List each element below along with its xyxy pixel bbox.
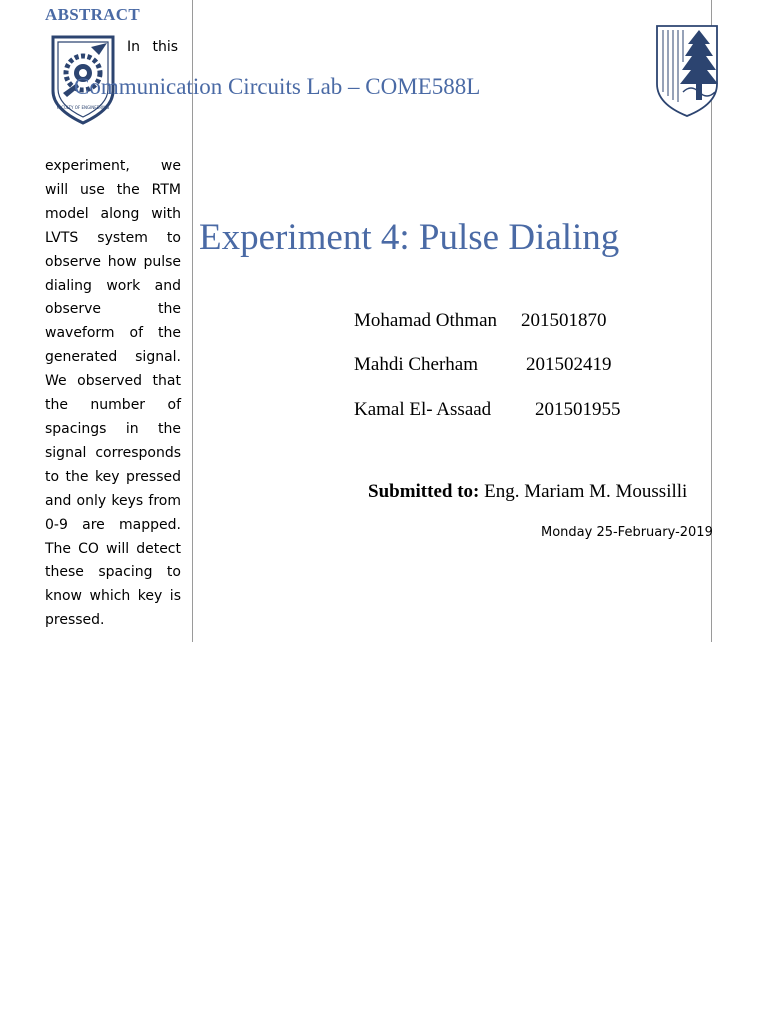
university-logo-icon [655, 22, 719, 118]
author-row [354, 354, 612, 376]
abstract-body: experiment, we will use the RTM model along with LVTS system to observe how pulse dialing work and observe the waveform of the generated signal. We observed that the number of spacings in the signal corresponds to the key pressed and only keys from 0-9 are mapped. The CO will detect these spacing to know which key is pressed. [45, 158, 181, 629]
submission-date: Monday 25-February-2019 [541, 525, 713, 540]
author-name: Mohamad Othman [354, 310, 498, 331]
abstract-first-line: In this [127, 39, 178, 55]
submitted-name: Eng. Mariam M. Moussilli [484, 481, 688, 502]
lab-title: Communication Circuits Lab – COME588L [74, 74, 481, 99]
logo-ring-text: FACULTY OF ENGINEERING [56, 105, 110, 110]
author-name: Mahdi Cherham [354, 354, 479, 375]
author-name: Kamal El- Assaad [354, 399, 492, 420]
experiment-title: Experiment 4: Pulse Dialing [199, 217, 620, 258]
author-row [354, 310, 607, 332]
author-id: 201502419 [526, 354, 612, 375]
abstract-heading: ABSTRACT [45, 5, 140, 24]
submitted-label: Submitted to: [368, 481, 480, 502]
author-id: 201501955 [535, 399, 621, 420]
author-id: 201501870 [521, 310, 607, 331]
author-row [354, 399, 621, 421]
submitted-to [368, 481, 687, 503]
